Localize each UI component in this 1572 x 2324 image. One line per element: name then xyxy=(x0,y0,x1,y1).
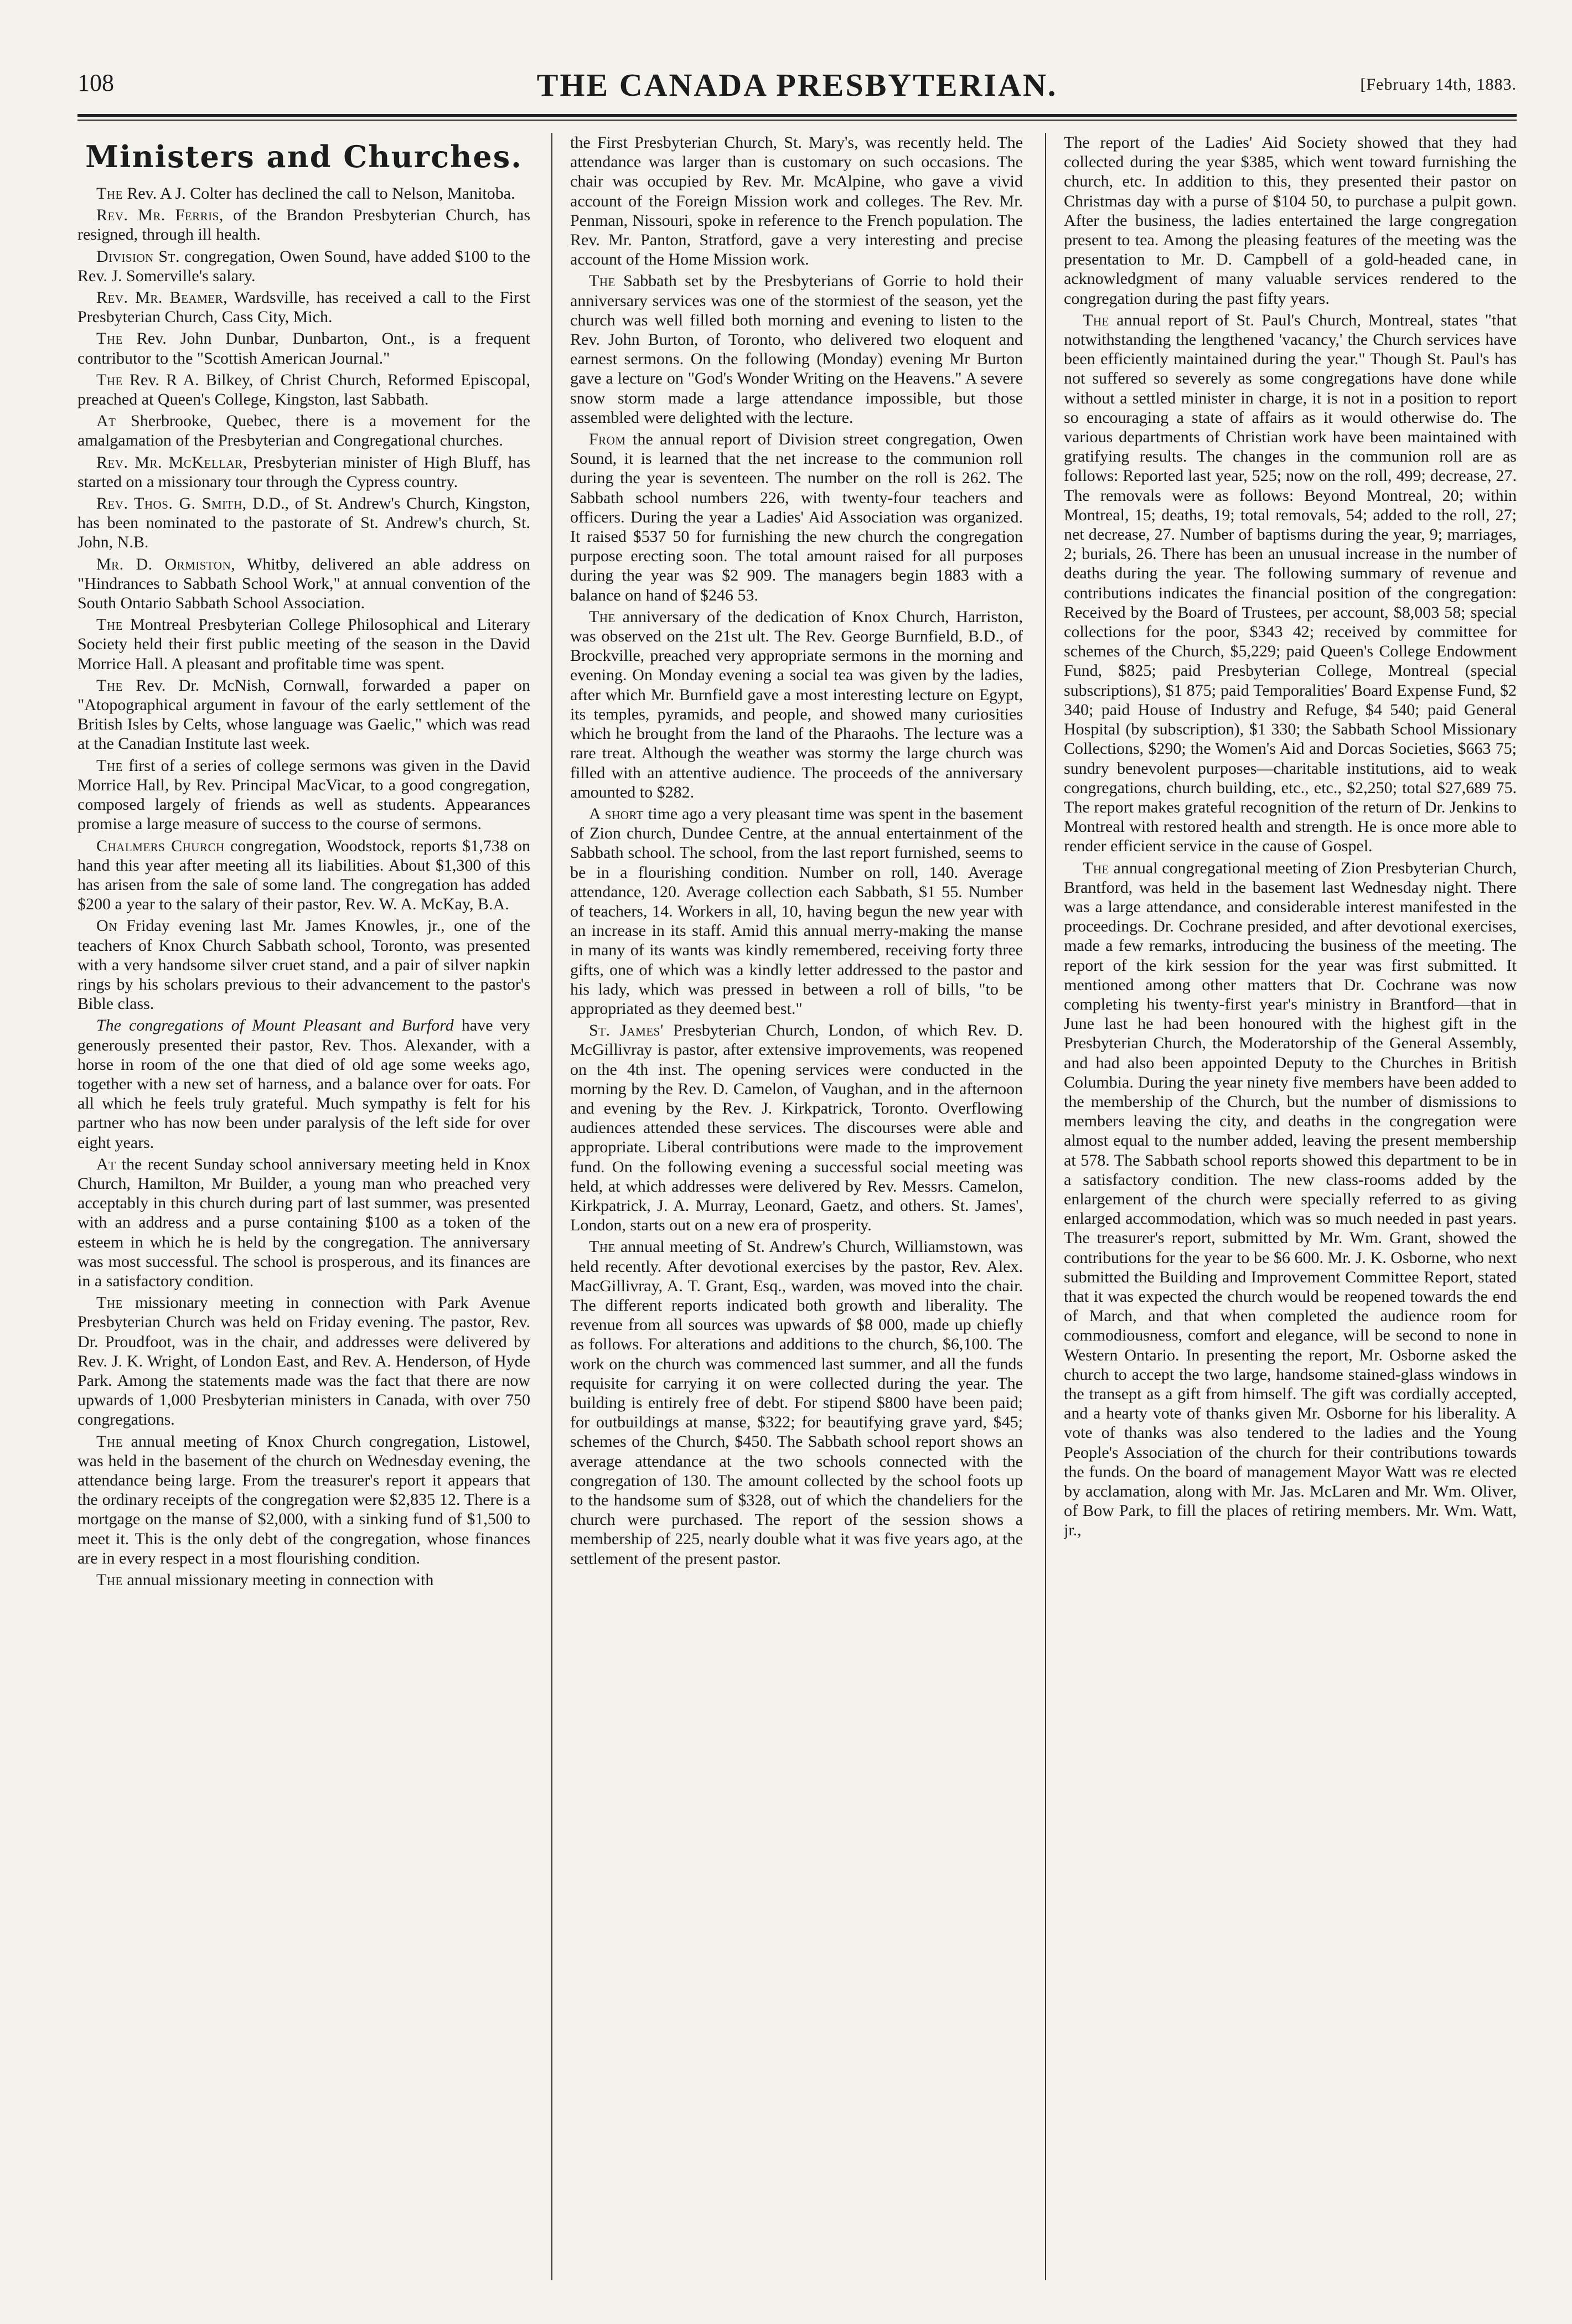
paragraph-lead: Rev. Mr. McKellar, xyxy=(96,453,247,472)
article-paragraph xyxy=(77,615,530,674)
paragraph-text: congregation, Owen Sound, have added $100 to the Rev. J. Somerville's salary. xyxy=(77,247,530,285)
paragraph-lead: A short xyxy=(589,804,644,823)
column-body xyxy=(1064,133,1517,1540)
paragraph-lead: The xyxy=(589,1238,616,1256)
article-paragraph xyxy=(570,271,1023,427)
article-paragraph xyxy=(570,1021,1023,1235)
article-paragraph xyxy=(77,411,530,450)
page-number: 108 xyxy=(77,69,114,96)
article-paragraph xyxy=(1064,310,1517,856)
paragraph-lead: On xyxy=(96,917,117,935)
header-rule xyxy=(77,114,1517,117)
article-paragraph xyxy=(77,1016,530,1152)
article-paragraph xyxy=(77,916,530,1013)
paragraph-text: Presbyterian minister of High Bluff, has started on a missionary tour through the Cypress country. xyxy=(77,453,530,491)
section-title: Ministers and Churches. xyxy=(85,139,523,174)
paragraph-text: Sabbath set by the Presbyterians of Gorrie to hold their anniversary services was one of the stormiest of the season, yet the church was well filled both morning and evening to listen to the Rev. John Burton, of Toronto, who delivered two eloquent and earnest sermons. On the following (Monday) evening Mr Burton gave a lecture on "God's Wonder Writing on the Heavens." A severe snow storm made a large attendance impossible, but those assembled were delighted with the lecture. xyxy=(570,272,1023,427)
article-paragraph xyxy=(570,804,1023,1018)
masthead-title: THE CANADA PRESBYTERIAN. xyxy=(536,67,1058,103)
paragraph-text: time ago a very pleasant time was spent in the basement of Zion church, Dundee Centre, at the annual entertainment of the Sabbath school. The school, from the last report furnished, seems to be in a flourishing condition. Number on roll, 140. Average attendance, 120. Average collection each Sabbath, $1 55. Number of teachers, 14. Workers in all, 10, having begun the new year with an increase in its staff. Amid this annual merry-making the manse in many of its wants was kindly remembered, receiving forty three gifts, one of which was a kindly letter addressed to the pastor and his lady, which was pressed in between a roll of bills, "to be appropriated as they deemed best." xyxy=(570,804,1023,1018)
column-2 xyxy=(570,133,1023,2280)
article-paragraph xyxy=(570,1237,1023,1568)
paragraph-text: the recent Sunday school anniversary meeting held in Knox Church, Hamilton, Mr Builder, a young man who preached very acceptably in this church during part of last summer, was presented with an address and a purse containing $100 as a token of the esteem in which he is held by the congregation. The anniversary was most successful. The school is prosperous, and its finances are in a satisfactory condition. xyxy=(77,1155,530,1290)
paragraph-text: Whitby, delivered an able address on "Hindrances to Sabbath School Work," at annual convention of the South Ontario Sabbath School Association. xyxy=(77,555,530,613)
paragraph-lead: The xyxy=(96,756,123,775)
paragraph-lead: The xyxy=(96,370,123,389)
paragraph-lead: Chalmers Church xyxy=(96,836,225,855)
paragraph-text: anniversary of the dedication of Knox Church, Harriston, was observed on the 21st ult. The Rev. George Burnfield, B.D., of Brockville, preached very appropriate sermons in the morning and evening. On Monday evening a social tea was given by the ladies, after which Mr. Burnfield gave a most interesting lecture on Egypt, its temples, pyramids, and people, and showed many curiosities which he brought from the land of the Pharaohs. The lecture was a rare treat. Although the weather was stormy the large church was filled with an attentive audience. The proceeds of the anniversary amounted to $282. xyxy=(570,607,1023,801)
paragraph-text: Montreal Presbyterian College Philosophical and Literary Society held their first public meeting of the season in the David Morrice Hall. A pleasant and profitable time was spent. xyxy=(77,615,530,673)
paragraph-lead: The xyxy=(96,1432,123,1451)
paragraph-lead: Rev. Thos. G. Smith, xyxy=(96,494,247,513)
article-paragraph xyxy=(77,184,530,203)
paragraph-lead: The xyxy=(1083,858,1109,877)
paragraph-lead: The xyxy=(589,607,616,626)
paragraph-text: missionary meeting in connection with Park Avenue Presbyterian Church was held on Friday evening. The pastor, Rev. Dr. Proudfoot, was in the chair, and addresses were delivered by Rev. J. K. Wright, of London East, and Rev. A. Henderson, of Hyde Park. Among the statements made was the fact that there are now upwards of 1,000 Presbyterian ministers in Canada, with over 750 congregations. xyxy=(77,1293,530,1429)
column-body xyxy=(570,133,1023,1569)
paragraph-lead: The xyxy=(96,329,123,348)
column-divider xyxy=(1045,133,1046,2280)
paragraph-text: The report of the Ladies' Aid Society showed that they had collected during the year $385, which went toward furnishing the church, etc. In addition to this, they presented their pastor on Christmas day with a purse of $104 50, to purchase a pulpit gown. After the business, the ladies entertained the large congregation present to tea. Among the pleasing features of the meeting was the presentation to Mr. D. Campbell of a gold-headed cane, in acknowledgment of many valuable services rendered to the congregation during the past fifty years. xyxy=(1064,133,1517,308)
paragraph-lead: The xyxy=(1083,310,1109,329)
article-paragraph xyxy=(77,676,530,754)
paragraph-italic-lead: The congregations of Mount Pleasant and Burford xyxy=(96,1016,454,1035)
paragraph-lead: From xyxy=(589,430,626,449)
paragraph-lead: At xyxy=(96,412,116,431)
paragraph-lead: The xyxy=(96,676,123,695)
paragraph-text: first of a series of college sermons was given in the David Morrice Hall, by Rev. Principal MacVicar, to a good congregation, composed largely of friends as well as students. Appearances promise a large measure of success to the course of sermons. xyxy=(77,756,530,834)
page-header xyxy=(77,66,1517,111)
paragraph-lead: The xyxy=(96,1571,123,1590)
paragraph-lead: Mr. D. Ormiston, xyxy=(96,555,236,573)
paragraph-text: have very generously presented their pastor, Rev. Thos. Alexander, with a horse in room of the one that died of old age some weeks ago, together with a new set of harness, and a balance over for oats. For all which he feels truly grateful. Much sympathy is felt for his partner who has now been under paralysis of the left side for over eight years. xyxy=(77,1016,530,1152)
article-paragraph xyxy=(77,756,530,834)
paragraph-lead: At xyxy=(96,1155,116,1173)
paragraph-lead: The xyxy=(96,1293,123,1312)
issue-date: [February 14th, 1883. xyxy=(1360,75,1517,94)
article-paragraph xyxy=(77,1293,530,1429)
paragraph-lead: St. James' xyxy=(589,1021,664,1040)
article-paragraph xyxy=(77,1155,530,1291)
paragraph-text: Rev. Dr. McNish, Cornwall, forwarded a paper on "Atopographical argument in favour of the early settlement of the British Isles by Celts, whose language was Gaelic," which was read at the Canadian Institute last week. xyxy=(77,676,530,753)
article-paragraph xyxy=(77,836,530,914)
article-paragraph xyxy=(77,205,530,244)
paragraph-lead: Rev. Mr. Beamer, xyxy=(96,288,228,307)
column-3 xyxy=(1064,133,1517,2280)
column-body xyxy=(77,184,530,1590)
article-paragraph xyxy=(77,1570,530,1590)
paragraph-text: annual report of St. Paul's Church, Montreal, states "that notwithstanding the lengthened 'vacancy,' the Church services have been efficiently maintained during the year." Though St. Paul's has not suffered so severely as some congregations have done while without a settled minister in charge, it is not in a position to report so encouraging a state of affairs as it would otherwise do. The various departments of Christian work have been maintained with gratifying results. The changes in the communion roll are as follows: Reported last year, 525; now on the roll, 499; decrease, 27. The removals were as follows: Beyond Montreal, 20; within Montreal, 15; deaths, 19; total removals, 54; added to the roll, 27; net decrease, 27. Number of baptisms during the year, 9; marriages, 2; burials, 26. There has been an unusual increase in the number of deaths during the year. The following summary of revenue and contributions indicates the financial position of the congregation: Received by the Board of Trustees, per account, $8,003 58; special collections for the poor, $343 42; received by committee for schemes of the Church, $5,229; paid Queen's College Endowment Fund, $825; paid Presbyterian College, Montreal (special subscriptions), $1 875; paid Temporalities' Board Expense Fund, $2 340; paid House of Industry and Refuge, $4 540; paid General Hospital (by subscription), $1 330; the Sabbath School Missionary Collections, $290; the Women's Aid and Dorcas Societies, $663 75; sundry benevolent purposes—charitable institutions, aid to weak congregations, church building, etc., etc., $2,250; total $27,689 75. The report makes grateful recognition of the return of Dr. Jenkins to Montreal with restored health and strength. He is once more able to render efficient service in the cause of Gospel. xyxy=(1064,310,1517,856)
paragraph-text: D.D., of St. Andrew's Church, Kingston, has been nominated to the pastorate of St. Andrew's church, St. John, N.B. xyxy=(77,494,530,552)
article-paragraph xyxy=(77,1432,530,1568)
article-paragraph xyxy=(570,133,1023,269)
column-divider xyxy=(551,133,552,2280)
article-paragraph xyxy=(1064,133,1517,308)
paragraph-lead: The xyxy=(589,272,616,291)
paragraph-text: Rev. R A. Bilkey, of Christ Church, Reformed Episcopal, preached at Queen's College, Kingston, last Sabbath. xyxy=(77,370,530,409)
paragraph-lead: Division St. xyxy=(96,247,180,266)
paragraph-text: annual missionary meeting in connection with xyxy=(122,1571,434,1590)
article-paragraph xyxy=(570,607,1023,802)
article-paragraph xyxy=(77,555,530,613)
paragraph-text: annual congregational meeting of Zion Presbyterian Church, Brantford, was held in the basement last Wednesday night. There was a large attendance, and considerable interest manifested in the proceedings. Dr. Cochrane presided, and after devotional exercises, made a few remarks, introducing the business of the meeting. The report of the kirk session for the year was first submitted. It mentioned among other matters that Dr. Cochrane was now completing his twenty-first year's ministry in Brantford—that in June last he had been honoured with the highest gift in the Presbyterian Church, the Moderatorship of the General Assembly, and had also been appointed Deputy to the Churches in British Columbia. During the year ninety five members have been added to the membership of the Church, but the number of dismissions to members leaving the city, and deaths in the congregation were almost equal to the number added, leaving the present membership at 578. The Sabbath school reports showed this department to be in a satisfactory condition. The new class-rooms added by the enlargement of the church were specially referred to as giving enlarged accommodation, which was so much needed in past years. The treasurer's report, submitted by Mr. Wm. Grant, showed the contributions for the year to be $6 600. Mr. J. K. Osborne, who next submitted the Building and Improvement Committee Report, stated that it was expected the church would be reopened towards the end of March, and that when completed the audience room for commodiousness, comfort and elegance, will be second to none in Western Ontario. In presenting the report, Mr. Osborne asked the church to accept the two large, handsome stained-glass windows in the transept as a gift from himself. The gift was cordially accepted, and a hearty vote of thanks given Mr. Osborne for his liberality. A vote of thanks was also tendered to the ladies and the Young People's Association of the church for their contributions towards the funds. On the board of management Mayor Watt was re elected by acclamation, along with Mr. Jas. McLaren and Mr. Wm. Oliver, of Bow Park, to fill the places of retiring members. Mr. Wm. Watt, jr., xyxy=(1064,858,1517,1540)
paragraph-text: of the Brandon Presbyterian Church, has resigned, through ill health. xyxy=(77,206,530,244)
article-paragraph xyxy=(77,453,530,491)
paragraph-lead: Rev. Mr. Ferris, xyxy=(96,206,224,225)
paragraph-text: the First Presbyterian Church, St. Mary's, was recently held. The attendance was larger than is customary on such occasions. The chair was occupied by Rev. Mr. McAlpine, who gave a vivid account of the Foreign Mission work and colleges. The Rev. Mr. Penman, Nissouri, spoke in reference to the French population. The Rev. Mr. Panton, Stratford, gave a very interesting and precise account of the Home Mission work. xyxy=(570,133,1023,269)
paragraph-text: Sherbrooke, Quebec, there is a movement for the amalgamation of the Presbyterian and Congregational churches. xyxy=(77,412,530,450)
paragraph-lead: The xyxy=(96,184,123,203)
paragraph-text: congregation, Woodstock, reports $1,738 on hand this year after meeting all its liabilities. About $1,300 of this has arisen from the sale of some land. The congregation has added $200 a year to the salary of their pastor, Rev. W. A. McKay, B.A. xyxy=(77,836,530,914)
paragraph-text: Friday evening last Mr. James Knowles, jr., one of the teachers of Knox Church Sabbath school, Toronto, was presented with a very handsome silver cruet stand, and a pair of silver napkin rings by his scholars previous to their advancement to the pastor's Bible class. xyxy=(77,917,530,1013)
column-1 xyxy=(77,133,530,2280)
paragraph-text: annual meeting of St. Andrew's Church, Williamstown, was held recently. After devotional exercises by the pastor, Rev. Alex. MacGillivray, A. T. Grant, Esq., warden, was moved into the chair. The different reports indicated both growth and liberality. The revenue from all sources was upwards of $8 000, made up chiefly as follows. For alterations and additions to the church, $6,100. The work on the church was commenced last summer, and all the funds requisite for carrying it on were collected during the year. The building is entirely free of debt. For stipend $800 have been paid; for outbuildings at manse, $322; for beautifying grave yard, $45; schemes of the Church, $450. The Sabbath school report shows an average attendance at the two schools connected with the congregation of 130. The amount collected by the school foots up to the handsome sum of $328, out of which the chandeliers for the church were purchased. The report of the session shows a membership of 225, nearly double what it was five years ago, at the settlement of the present pastor. xyxy=(570,1238,1023,1568)
article-paragraph xyxy=(1064,858,1517,1540)
article-paragraph xyxy=(77,288,530,327)
paragraph-text: Wardsville, has received a call to the First Presbyterian Church, Cass City, Mich. xyxy=(77,288,530,327)
paragraph-text: annual meeting of Knox Church congregation, Listowel, was held in the basement of the church on Wednesday evening, the attendance being large. From the treasurer's report it appears that the ordinary receipts of the congregation were $2,835 12. There is a mortgage on the manse of $2,000, with a sinking fund of $1,500 to meet it. This is the only debt of the congregation, whose finances are in every respect in a most flourishing condition. xyxy=(77,1432,530,1567)
header-rule-thin xyxy=(77,120,1517,121)
paragraph-text: Rev. A J. Colter has declined the call to Nelson, Manitoba. xyxy=(122,184,515,203)
article-paragraph xyxy=(77,329,530,368)
article-paragraph xyxy=(77,370,530,409)
article-paragraph xyxy=(77,494,530,552)
paragraph-text: Rev. John Dunbar, Dunbarton, Ont., is a frequent contributor to the "Scottish American Journal." xyxy=(77,329,530,368)
paragraph-text: Presbyterian Church, London, of which Rev. D. McGillivray is pastor, after extensive improvements, was reopened on the 4th inst. The opening services were conducted in the morning by the Rev. D. Camelon, of Vaughan, and in the afternoon and evening by the Rev. J. Kirkpatrick, Toronto. Overflowing audiences attended these services. The discourses were able and appropriate. Liberal contributions were made to the improvement fund. On the following evening a successful social meeting was held, at which addresses were delivered by Rev. Messrs. Camelon, Kirkpatrick, J. A. Murray, Leonard, Gaetz, and others. St. James', London, starts out on a new era of prosperity. xyxy=(570,1021,1023,1235)
paragraph-text: the annual report of Division street congregation, Owen Sound, it is learned that the net increase to the communion roll during the year is seventeen. The number on the roll is 262. The Sabbath school numbers 226, with twenty-four teachers and officers. During the year a Ladies' Aid Association was organized. It raised $537 50 for furnishing the new church the congregation purpose erecting soon. The total amount raised for all purposes during the year was $2 909. The managers begin 1883 with a balance on hand of $246 53. xyxy=(570,430,1023,604)
article-paragraph xyxy=(77,247,530,286)
article-paragraph xyxy=(570,429,1023,605)
paragraph-lead: The xyxy=(96,615,123,634)
